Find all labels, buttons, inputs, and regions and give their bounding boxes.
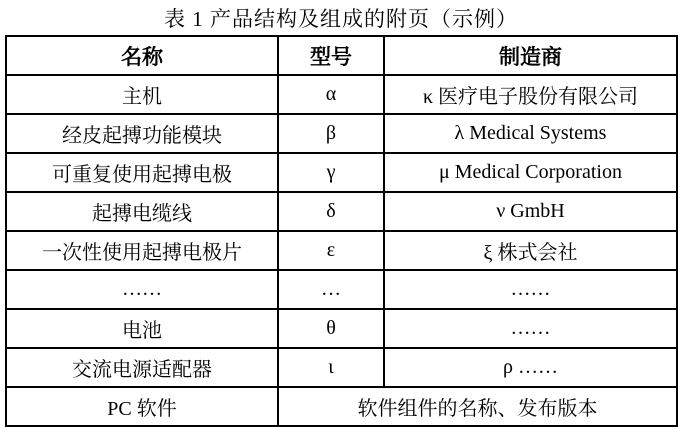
cell-model: α bbox=[278, 75, 384, 114]
header-cell-manufacturer: 制造商 bbox=[384, 36, 677, 75]
cell-model: γ bbox=[278, 153, 384, 192]
cell-manufacturer: ν GmbH bbox=[384, 192, 677, 231]
table-row bbox=[6, 231, 677, 270]
cell-model: ε bbox=[278, 231, 384, 270]
cell-name: 一次性使用起搏电极片 bbox=[6, 231, 278, 270]
table-row bbox=[6, 387, 677, 426]
cell-merged-model-manufacturer: 软件组件的名称、发布版本 bbox=[278, 387, 677, 426]
cell-manufacturer: μ Medical Corporation bbox=[384, 153, 677, 192]
cell-model: θ bbox=[278, 309, 384, 348]
cell-model: … bbox=[278, 270, 384, 309]
cell-manufacturer: λ Medical Systems bbox=[384, 114, 677, 153]
table-row bbox=[6, 270, 677, 309]
cell-name: 起搏电缆线 bbox=[6, 192, 278, 231]
cell-manufacturer: ξ 株式会社 bbox=[384, 231, 677, 270]
cell-name: 可重复使用起搏电极 bbox=[6, 153, 278, 192]
header-row bbox=[6, 36, 677, 75]
header-cell-model: 型号 bbox=[278, 36, 384, 75]
cell-model: δ bbox=[278, 192, 384, 231]
cell-manufacturer: …… bbox=[384, 309, 677, 348]
cell-name: PC 软件 bbox=[6, 387, 278, 426]
cell-manufacturer: ρ …… bbox=[384, 348, 677, 387]
table-row bbox=[6, 192, 677, 231]
header-cell-name: 名称 bbox=[6, 36, 278, 75]
table-row bbox=[6, 153, 677, 192]
table-row bbox=[6, 348, 677, 387]
cell-manufacturer: …… bbox=[384, 270, 677, 309]
table-row bbox=[6, 75, 677, 114]
cell-model: β bbox=[278, 114, 384, 153]
cell-manufacturer: κ 医疗电子股份有限公司 bbox=[384, 75, 677, 114]
cell-name: 电池 bbox=[6, 309, 278, 348]
page-title: 表 1 产品结构及组成的附页（示例） bbox=[164, 6, 518, 31]
table-row bbox=[6, 114, 677, 153]
table-row bbox=[6, 309, 677, 348]
cell-name: 主机 bbox=[6, 75, 278, 114]
cell-name: 经皮起搏功能模块 bbox=[6, 114, 278, 153]
cell-model: ι bbox=[278, 348, 384, 387]
product-table bbox=[5, 35, 678, 427]
cell-name: 交流电源适配器 bbox=[6, 348, 278, 387]
cell-name: …… bbox=[6, 270, 278, 309]
